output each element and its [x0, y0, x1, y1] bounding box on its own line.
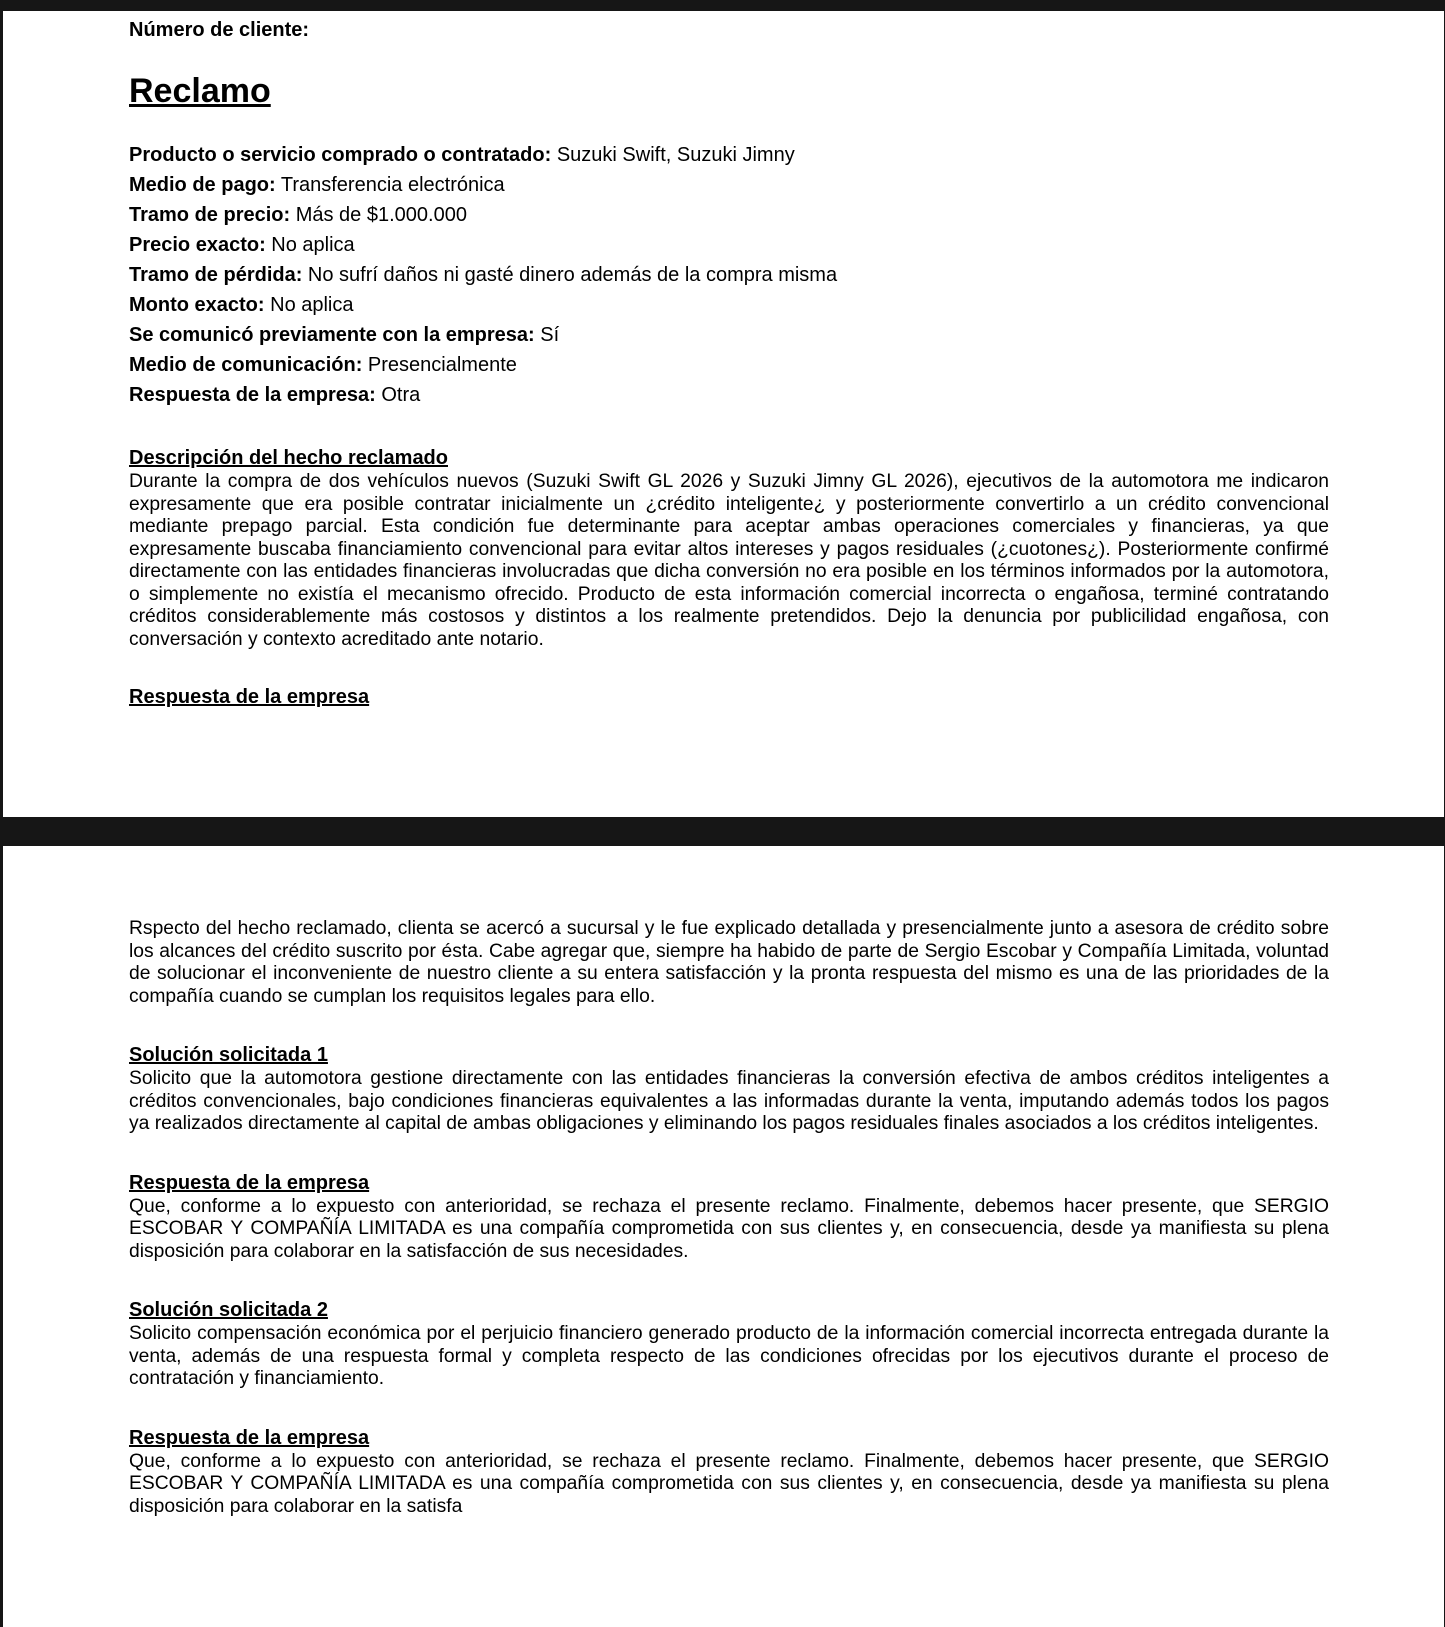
solution-2-heading: Solución solicitada 2 — [129, 1299, 328, 1321]
field-label: Precio exacto: — [129, 234, 266, 256]
solution-2-response-heading: Respuesta de la empresa — [129, 1426, 370, 1449]
field-value: Transferencia electrónica — [275, 174, 505, 196]
solution-1-heading: Solución solicitada 1 — [129, 1044, 328, 1066]
company-response-heading: Respuesta de la empresa — [129, 686, 370, 708]
field-label: Medio de pago: — [129, 174, 276, 196]
solution-2-response-text: Que, conforme a lo expuesto con anterioridad, se rechaza el presente reclamo. Finalmente, debemos hacer presente, que SERGIO ESCOBAR Y COMPAÑÍA LIMITADA es una compañía comprometida con sus clientes y, en consecuencia, desde ya manifiesta su plena disposición para colaborar en la satisfa — [129, 1450, 1329, 1517]
field-label: Tramo de pérdida: — [129, 264, 303, 286]
document-page-1 — [3, 11, 1444, 817]
solution-1-response-heading: Respuesta de la empresa — [129, 1171, 370, 1194]
solution-2-text: Solicito compensación económica por el perjuicio financiero generado producto de la información comercial incorrecta entregada durante la venta, además de una respuesta formal y completa respecto de las condiciones ofrecidas por los ejecutivos durante el proceso de contratación y financiamiento. — [129, 1323, 1329, 1389]
field-exact-price — [129, 230, 1329, 260]
field-company-response — [129, 380, 1329, 410]
field-value: No aplica — [265, 234, 355, 256]
field-value: Sí — [534, 324, 560, 346]
field-value: Presencialmente — [362, 354, 517, 376]
field-value: Más de $1.000.000 — [290, 204, 467, 226]
field-label: Tramo de precio: — [129, 204, 291, 226]
field-label: Respuesta de la empresa: — [129, 384, 376, 406]
field-label: Monto exacto: — [129, 294, 265, 316]
document-page-2 — [3, 846, 1444, 1627]
field-value: No aplica — [264, 294, 354, 316]
claim-fields — [129, 140, 1329, 410]
field-label: Medio de comunicación: — [129, 354, 363, 376]
document-title: Reclamo — [129, 72, 271, 110]
field-exact-amount — [129, 290, 1329, 320]
description-text: Durante la compra de dos vehículos nuevos (Suzuki Swift GL 2026 y Suzuki Jimny GL 2026), ejecutivos de la automotora me indicaron expresamente que era posible contratar inicialmente un ¿crédito inteligente¿ y posteriormente convertirlo a un crédito convencional mediante prepago parcial. Esta condición fue determinante para aceptar ambas operaciones comerciales y financieras, ya que expresamente buscaba financiamiento convencional para evitar altos intereses y pagos residuales (¿cuotones¿). Posteriormente confirmé directamente con las entidades financieras involucradas que dicha conversión no era posible en los términos informados por la automotora, o simplemente no existía el mecanismo ofrecido. Producto de esta información comercial incorrecta o engañosa, terminé contratando créditos considerablemente más costosos y distintos a los realmente pretendidos. Dejo la denuncia por publicilidad engañosa, con conversación y contexto acreditado ante notario. — [129, 471, 1329, 650]
company-response-text: Rspecto del hecho reclamado, clienta se acercó a sucursal y le fue explicado detallada y presencialmente junto a asesora de crédito sobre los alcances del crédito suscrito por ésta. Cabe agregar que, siempre ha habido de parte de Sergio Escobar y Compañía Limitada, voluntad de solucionar el inconveniente de nuestro cliente a su entera satisfacción y la pronta respuesta del mismo es una de las prioridades de la compañía cuando se cumplan los requisitos legales para ello. — [129, 918, 1329, 1007]
page-1-content — [129, 16, 1329, 710]
description-heading: Descripción del hecho reclamado — [129, 447, 448, 469]
client-number-label: Número de cliente: — [129, 19, 310, 41]
field-value: Suzuki Swift, Suzuki Jimny — [551, 144, 795, 166]
field-value: Otra — [375, 384, 421, 406]
page-2-content — [129, 918, 1329, 1518]
field-label: Se comunicó previamente con la empresa: — [129, 324, 535, 346]
field-label: Producto o servicio comprado o contratado: — [129, 144, 552, 166]
field-product — [129, 140, 1329, 170]
solution-1-text: Solicito que la automotora gestione directamente con las entidades financieras la conversión efectiva de ambos créditos inteligentes a créditos convencionales, bajo condiciones financieras equivalentes a las informadas durante la venta, imputando además todos los pagos ya realizados directamente al capital de ambas obligaciones y eliminando los pagos residuales finales asociados a los créditos inteligentes. — [129, 1068, 1329, 1134]
field-price-range — [129, 200, 1329, 230]
solution-1-response-text: Que, conforme a lo expuesto con anterioridad, se rechaza el presente reclamo. Finalmente, debemos hacer presente, que SERGIO ESCOBAR Y COMPAÑÍA LIMITADA es una compañía comprometida con sus clientes y, en consecuencia, desde ya manifiesta su plena disposición para colaborar en la satisfacción de sus necesidades. — [129, 1195, 1329, 1262]
field-prior-contact — [129, 320, 1329, 350]
field-contact-method — [129, 350, 1329, 380]
field-value: No sufrí daños ni gasté dinero además de la compra misma — [302, 264, 838, 286]
field-loss-range — [129, 260, 1329, 290]
field-payment-method — [129, 170, 1329, 200]
